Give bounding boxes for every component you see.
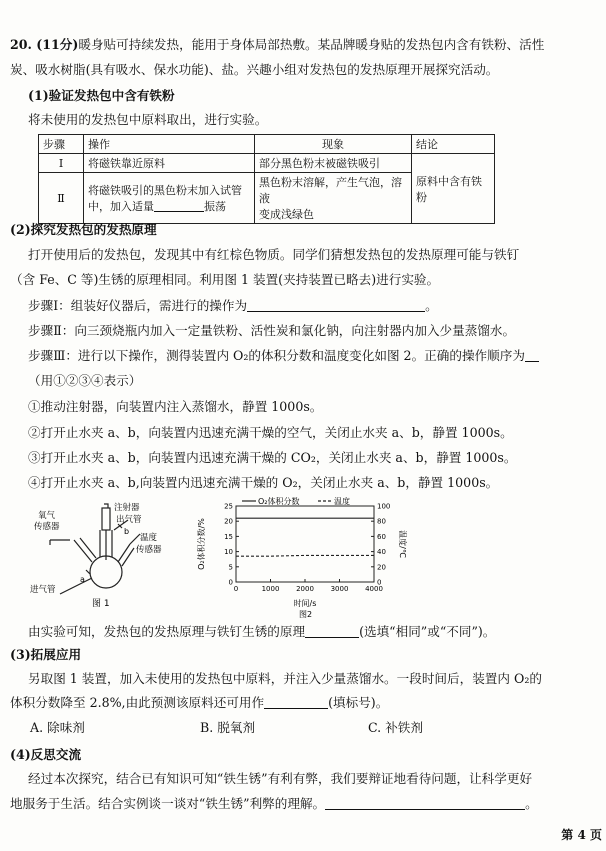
fig1-label: 氧气 [38,511,56,521]
syringe [102,508,110,530]
choice-a[interactable]: A. 除味剂 [30,720,85,735]
fig1-label: 进气管 [30,585,56,595]
y-left-tick-label: 0 [228,578,233,587]
y-left-tick-label: 15 [224,532,233,541]
conclusion-cell: 原料中含有铁粉 [412,154,495,224]
part3-title: (3)拓展应用 [10,647,82,662]
y-right-tick-label: 20 [377,563,386,572]
step3-line-2: （用①②③④表示） [28,373,142,388]
fig1-label: 传感器 [136,545,162,555]
y-right-tick-label: 40 [377,548,386,557]
x-tick-label: 2000 [296,585,314,593]
table-header-row [39,135,495,154]
x-tick-label: 0 [233,585,239,593]
x-tick-label: 1000 [261,585,280,593]
part1-desc: 将未使用的发热包中原料取出，进行实验。 [28,112,268,127]
step-cell: Ⅱ [39,173,84,224]
phenomenon-cell: 部分黑色粉末被磁铁吸引 [255,154,412,173]
fig1-label: 出气管 [116,515,142,525]
part2-title: (2)探究发热包的发热原理 [10,222,157,237]
y-axis-left-label: O₂体积分数/% [197,518,206,570]
temperature-series-line [236,555,374,556]
y-left-tick-label: 20 [224,517,233,526]
table-header-cell: 现象 [255,135,412,154]
part2-text: 打开使用后的发热包，发现其中有红棕色物质。同学们猜想发热包的发热原理可能与铁钉 [28,247,520,262]
part4-text: 经过本次探究，结合已有知识可知“铁生锈”有利有弊，我们要辩证地看待问题，让科学更好 [28,771,533,786]
fig1-label: 温度 [140,533,158,543]
operation-option: ②打开止水夹 a、b，向装置内迅速充满干燥的空气，关闭止水夹 a、b，静置 1000s。 [28,425,513,440]
fig1-label: 传感器 [34,522,60,532]
step1-line: 步骤Ⅰ：组装好仪器后，需进行的操作为 。 [28,298,438,313]
part2-text: （含 Fe、C 等)生锈的原理相同。利用图 1 装置(夹持装置已略去)进行实验。 [10,272,440,287]
fig1-label: b [124,527,130,536]
operation-option: ④打开止水夹 a、b,向装置内迅速充满干燥的 O₂，关闭止水夹 a、b，静置 1000s。 [28,475,499,490]
x-tick-label: 3000 [330,585,349,593]
page-number: 第 4 页 [561,828,602,842]
choice-b[interactable]: B. 脱氧剂 [200,720,256,735]
operation-option: ①推动注射器，向装置内注入蒸馏水，静置 1000s。 [28,399,323,414]
legend-label: O₂体积分数 [258,497,300,506]
flask-side-neck [74,538,96,562]
figure-2-chart [196,494,406,620]
part4-text-2: 地服务于生活。结合实例谈一谈对“铁生锈”利弊的理解。 。 [10,796,538,811]
operation-cell: 将磁铁吸引的黑色粉末加入试管 中，加入适量 振荡 [84,173,255,224]
answer-blank[interactable] [525,348,539,362]
legend-label: 温度 [334,497,350,506]
question-intro-line-1: 20. (11分)暖身贴可持续发热，能用于身体局部热敷。某品牌暖身贴的发热包内含有铁粉、活性 [10,37,545,52]
y-right-tick-label: 60 [377,532,386,541]
answer-blank[interactable] [305,624,359,638]
question-number: 20. (11分) [10,37,79,52]
step3-line: 步骤Ⅲ：进行以下操作，测得装置内 O₂的体积分数和温度变化如图 2。正确的操作顺序为 [28,347,596,365]
step-cell: Ⅰ [39,154,84,173]
step2-line: 步骤Ⅱ：向三颈烧瓶内加入一定量铁粉、活性炭和氯化钠，向注射器内加入少量蒸馏水。 [28,323,516,338]
operation-option: ③打开止水夹 a、b，向装置内迅速充满干燥的 CO₂，关闭止水夹 a、b，静置 1000s。 [28,450,517,465]
answer-blank[interactable] [325,796,525,810]
phenomenon-cell: 黑色粉末溶解，产生气泡，溶液 变成浅绿色 [255,173,412,224]
chart-legend [242,496,350,506]
figure-1-apparatus [30,500,170,610]
part4-title: (4)反思交流 [10,747,82,762]
flask-side-neck [118,544,134,566]
temperature-sensor-lead [130,534,140,544]
operation-cell: 将磁铁靠近原料 [84,154,255,173]
y-axis-right-label: 温度/℃ [398,530,407,558]
answer-blank[interactable] [247,298,425,312]
oxygen-sensor-lead [50,540,70,545]
y-right-tick-label: 100 [377,502,391,511]
inlet-tube [60,578,92,594]
fig2-caption: 图2 [299,610,313,619]
conclusion-line: 由实验可知，发热包的发热原理与铁钉生锈的原理 (选填“相同”或“不同”)。 [28,624,496,639]
question-intro-line-2: 炭、吸水树脂(具有吸水、保水功能)、盐。兴趣小组对发热包的发热原理开展探究活动。 [10,62,499,77]
part3-text: 另取图 1 装置，加入未使用的发热包中原料，并注入少量蒸馏水。一段时间后，装置内 O₂的 [28,671,542,686]
part3-text-2: 体积分数降至 2.8%,由此预测该原料还可用作 (填标号)。 [10,695,389,710]
table-row [39,154,495,173]
part1-title: (1)验证发热包中含有铁粉 [28,88,175,103]
answer-blank[interactable] [264,695,328,709]
fig1-caption: 图 1 [92,599,110,609]
choice-c[interactable]: C. 补铁剂 [368,720,423,735]
experiment-table [38,134,495,224]
table-header-cell: 操作 [84,135,255,154]
syringe-plunger [104,504,108,560]
fig1-label: a [80,575,85,584]
y-left-tick-label: 10 [224,548,233,557]
y-left-tick-label: 25 [224,502,233,511]
x-tick-label: 4000 [365,585,383,593]
fig1-label: 注射器 [114,503,140,513]
y-right-tick-label: 0 [377,578,382,587]
y-right-tick-label: 80 [377,517,386,526]
y-left-tick-label: 5 [228,563,233,572]
table-header-cell: 结论 [412,135,495,154]
x-axis-label: 时间/s [293,599,317,608]
table-header-cell: 步骤 [39,135,84,154]
answer-blank[interactable] [154,198,204,212]
flask-body [90,556,122,588]
